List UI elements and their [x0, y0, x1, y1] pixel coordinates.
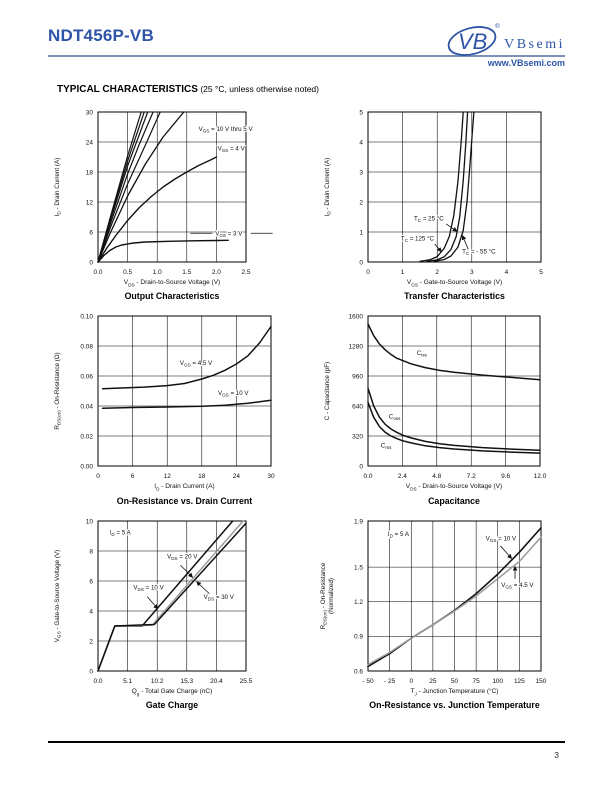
- svg-text:0: 0: [409, 677, 414, 685]
- annotations: [180, 360, 249, 398]
- chart-gate-charge: [48, 513, 260, 710]
- section-subtitle: (25 °C, unless otherwise noted): [200, 84, 319, 94]
- svg-text:TC = 25 °C: $T_C = 25$ °C: [414, 215, 444, 224]
- chart-canvas: [318, 308, 554, 482]
- chart-canvas: [48, 513, 260, 687]
- tick-labels: [359, 109, 543, 276]
- chart-title: Gate Charge: [145, 699, 199, 710]
- chart-transfer-characteristics: [318, 104, 555, 301]
- svg-text:- 50: - 50: [362, 677, 374, 685]
- grid-lines: [368, 316, 540, 466]
- svg-text:VGS = 4.5 V: $V_{GS} = 4.5$ V: [501, 581, 534, 589]
- annotations: [401, 216, 496, 257]
- y-axis-label: $I_D$ - Drain Current (A): [324, 157, 332, 217]
- svg-text:0.5: 0.5: [123, 269, 133, 276]
- svg-text:2.5: 2.5: [241, 269, 251, 276]
- svg-text:Ciss: $C_{iss}$: [416, 350, 427, 358]
- annotation-arrow: [462, 236, 468, 250]
- svg-text:8: 8: [89, 547, 93, 555]
- plot-area: [318, 104, 555, 278]
- svg-text:12: 12: [85, 199, 93, 207]
- chart-canvas: [318, 104, 555, 278]
- series-curve: [368, 324, 540, 380]
- tick-labels: [349, 314, 547, 481]
- section-heading: [57, 84, 319, 95]
- chart-title: Output Characteristics: [124, 291, 220, 302]
- svg-text:24: 24: [232, 473, 241, 481]
- svg-text:30: 30: [85, 109, 93, 117]
- chart-output-characteristics: [48, 104, 260, 301]
- svg-text:0.6: 0.6: [353, 667, 363, 675]
- svg-text:VGS = 4.5 V: $V_{GS} = 4.5$ V: [179, 360, 213, 368]
- svg-text:TC = 125 °C: $T_C = 125$ °C: [400, 235, 435, 243]
- svg-text:3: 3: [469, 269, 474, 276]
- series-curve: [98, 112, 184, 262]
- vb-monogram-icon: [446, 20, 502, 58]
- y-axis-label: C - Capacitance (pF): [324, 362, 331, 421]
- svg-text:24: 24: [85, 139, 93, 147]
- svg-text:125: 125: [513, 677, 525, 685]
- chart-canvas: [48, 104, 260, 278]
- chart-canvas: [318, 513, 555, 687]
- svg-text:0.0: 0.0: [93, 269, 103, 276]
- svg-text:VB: VB: [458, 29, 488, 54]
- svg-text:5: 5: [539, 269, 543, 276]
- svg-text:Crss: $C_{rss}$: [380, 442, 392, 451]
- svg-text:20.4: 20.4: [210, 677, 223, 685]
- svg-text:10: 10: [85, 517, 93, 525]
- svg-text:9.6: 9.6: [501, 473, 511, 481]
- svg-text:1: 1: [359, 229, 363, 237]
- annotations: [199, 126, 254, 238]
- svg-text:0: 0: [96, 473, 100, 481]
- svg-text:1: 1: [400, 269, 405, 276]
- svg-text:VDS = 20 V: $V_{DS} = 20$ V: [167, 553, 198, 561]
- series-curve: [434, 112, 474, 261]
- svg-text:ID = 5 A: $I_D = 5$ A: [387, 530, 409, 539]
- svg-text:12.0: 12.0: [533, 473, 547, 481]
- x-axis-label: $Q_g$ - Total Gate Charge (nC): [131, 687, 213, 696]
- brand-url: www.VBsemi.com: [487, 58, 565, 68]
- svg-text:0.9: 0.9: [353, 633, 363, 641]
- svg-text:2: 2: [359, 199, 363, 207]
- svg-text:2: 2: [435, 269, 440, 276]
- svg-text:4: 4: [359, 139, 363, 147]
- svg-text:1.2: 1.2: [353, 598, 363, 606]
- y-axis-label: $I_D$ - Drain Current (A): [54, 157, 62, 217]
- svg-text:0: 0: [366, 269, 370, 276]
- plot-area: [318, 308, 555, 482]
- y-axis-label: $R_{DS(on)}$ - On-Resistance: [320, 562, 328, 629]
- svg-text:5: 5: [359, 109, 363, 117]
- svg-text:®: ®: [495, 23, 500, 30]
- x-axis-label: $V_{GS}$ - Gate-to-Source Voltage (V): [406, 279, 503, 288]
- chart-title: On-Resistance vs. Drain Current: [116, 495, 253, 506]
- svg-text:0.00: 0.00: [80, 463, 93, 471]
- x-axis-label: $I_D$ - Drain Current (A): [154, 483, 215, 492]
- x-axis-label: $T_J$ - Junction Temperature (°C): [410, 687, 499, 696]
- brand-name: VBsemi: [504, 37, 565, 52]
- svg-text:25: 25: [429, 677, 437, 685]
- svg-text:VGS = 4 V: $V_{GS} = 4$ V: [217, 145, 245, 153]
- svg-text:0: 0: [89, 259, 93, 267]
- svg-text:2.0: 2.0: [211, 269, 221, 276]
- svg-text:1.0: 1.0: [152, 269, 162, 276]
- svg-text:VGS = 10 V: $V_{GS} = 10$ V: [217, 390, 249, 398]
- svg-text:0.06: 0.06: [80, 373, 93, 381]
- annotation-arrow: [197, 581, 210, 593]
- svg-text:0.10: 0.10: [80, 313, 93, 321]
- plot-area: [48, 104, 260, 278]
- chart-capacitance: [318, 308, 555, 505]
- svg-text:2.4: 2.4: [397, 473, 407, 481]
- x-axis-label: $V_{DS}$ - Drain-to-Source Voltage (V): [405, 483, 503, 492]
- series-curve: [98, 240, 228, 262]
- svg-text:0: 0: [89, 667, 93, 675]
- x-axis-label: $V_{DS}$ - Drain-to-Source Voltage (V): [123, 279, 221, 288]
- annotation-arrow: [500, 545, 511, 558]
- tick-labels: [86, 109, 251, 276]
- svg-text:0.08: 0.08: [80, 343, 93, 351]
- svg-text:75: 75: [472, 677, 480, 685]
- plot-area: [48, 513, 260, 687]
- svg-text:15.3: 15.3: [180, 677, 194, 685]
- chart-on-resistance-vs-junction-temperature: [318, 513, 555, 710]
- chart-title: On-Resistance vs. Junction Temperature: [369, 699, 540, 710]
- svg-text:320: 320: [352, 433, 363, 441]
- svg-text:960: 960: [352, 373, 363, 381]
- svg-text:VGS = 10 V thru 5 V: $V_{GS} = 10$ V thru 5 V: [198, 126, 253, 134]
- section-title: TYPICAL CHARACTERISTICS: [57, 84, 198, 95]
- svg-text:Coss: $C_{oss}$: [388, 413, 401, 422]
- svg-text:1600: 1600: [348, 313, 363, 321]
- svg-text:100: 100: [492, 677, 504, 685]
- svg-text:1.5: 1.5: [353, 564, 363, 572]
- plot-border: [368, 316, 540, 466]
- svg-text:6: 6: [130, 473, 135, 481]
- series-curve: [103, 327, 271, 389]
- svg-text:0.02: 0.02: [80, 433, 93, 441]
- svg-text:6: 6: [89, 229, 93, 237]
- annotation-arrow: [147, 596, 157, 608]
- svg-text:TC = - 55 °C: $T_C$ = - 55 °C: [462, 248, 496, 257]
- svg-text:0.0: 0.0: [363, 473, 373, 481]
- svg-text:12: 12: [163, 473, 171, 481]
- svg-text:150: 150: [535, 677, 547, 685]
- svg-text:VDS = 10 V: $V_{DS} = 10$ V: [133, 583, 164, 592]
- footer-rule: [48, 741, 565, 743]
- svg-text:6: 6: [89, 577, 93, 585]
- svg-text:VGS = 3 V: $V_{GS} = 3$ V: [215, 230, 243, 238]
- svg-text:- 25: - 25: [384, 677, 396, 685]
- svg-text:4.8: 4.8: [432, 473, 442, 481]
- chart-canvas: [48, 308, 285, 482]
- svg-text:25.5: 25.5: [239, 677, 253, 685]
- svg-text:0.0: 0.0: [93, 677, 103, 685]
- svg-text:640: 640: [352, 403, 363, 411]
- svg-text:30: 30: [267, 473, 275, 481]
- svg-text:VGS = 10 V: $V_{GS} = 10$ V: [485, 535, 517, 543]
- grid-lines: [368, 521, 541, 671]
- plot-area: [48, 308, 275, 482]
- chart-on-resistance-vs-drain-current: [48, 308, 275, 506]
- series-curve: [103, 401, 271, 409]
- svg-text:3: 3: [359, 169, 363, 177]
- vbsemi-logo: [446, 20, 565, 58]
- y-axis-label: $V_{GS}$ - Gate-to-Source Voltage (V): [54, 549, 62, 642]
- annotation-arrow: [435, 244, 442, 252]
- svg-text:5.1: 5.1: [123, 677, 133, 685]
- svg-text:4: 4: [504, 269, 509, 276]
- svg-text:1.9: 1.9: [353, 517, 363, 525]
- svg-text:VDS = 30 V: $V_{DS} = 30$ V: [203, 593, 234, 602]
- svg-text:7.2: 7.2: [466, 473, 476, 481]
- svg-text:1.5: 1.5: [182, 269, 192, 276]
- svg-text:1280: 1280: [348, 343, 363, 351]
- svg-text:0: 0: [359, 259, 363, 267]
- svg-text:ID = 5 A: $I_D = 5$ A: [109, 529, 131, 537]
- svg-text:50: 50: [450, 677, 459, 685]
- svg-text:0: 0: [359, 463, 363, 471]
- svg-text:4: 4: [89, 607, 93, 615]
- part-number: NDT456P-VB: [48, 26, 154, 45]
- series-curves: [368, 324, 540, 453]
- svg-text:10.2: 10.2: [150, 677, 164, 685]
- y-axis-label: $R_{DS(on)}$ - On-Resistance (Ω): [54, 352, 62, 430]
- plot-area: [318, 513, 555, 687]
- chart-title: Capacitance: [428, 495, 480, 506]
- chart-grid: [48, 104, 555, 710]
- y-axis-label-line2: (Normalized): [328, 577, 335, 614]
- chart-title: Transfer Characteristics: [404, 291, 505, 302]
- svg-text:18: 18: [198, 473, 206, 481]
- svg-text:2: 2: [89, 637, 93, 645]
- series-curves: [98, 112, 228, 262]
- svg-text:18: 18: [85, 169, 93, 177]
- svg-text:0.04: 0.04: [80, 403, 93, 411]
- page-number: 3: [554, 750, 559, 760]
